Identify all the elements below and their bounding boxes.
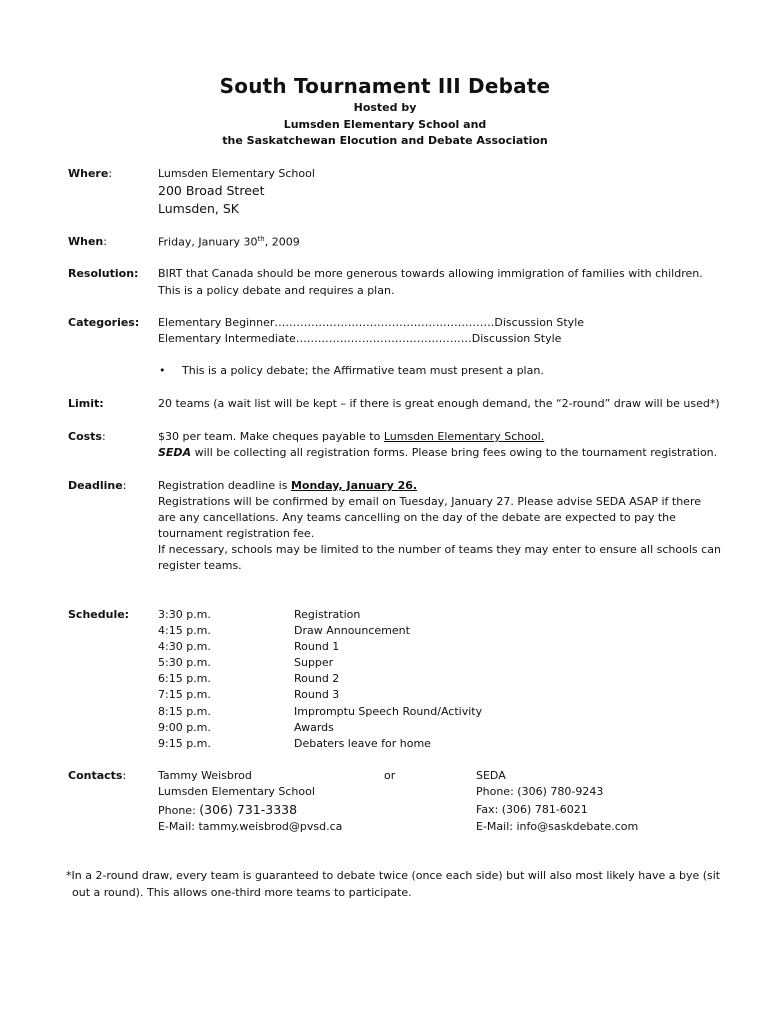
- footnote-line-2: out a round). This allows one-third more teams to participate.: [72, 886, 412, 899]
- contact-left-phone: Phone: (306) 731-3338: [158, 802, 298, 817]
- costs-line-2: SEDA will be collecting all registration forms. Please bring fees owing to the tournament registration.: [158, 446, 718, 459]
- categories-label: Categories:: [68, 316, 140, 329]
- contacts-label: Contacts:: [68, 769, 127, 782]
- schedule-event: Draw Announcement: [294, 624, 410, 637]
- deadline-line-4: tournament registration fee.: [158, 527, 315, 540]
- schedule-time: 7:15 p.m.: [158, 688, 211, 701]
- schedule-event: Supper: [294, 656, 334, 669]
- schedule-time: 8:15 p.m.: [158, 705, 211, 718]
- deadline-label: Deadline:: [68, 479, 127, 492]
- schedule-time: 9:15 p.m.: [158, 737, 211, 750]
- deadline-date: Monday, January 26.: [290, 479, 418, 492]
- schedule-event: Impromptu Speech Round/Activity: [294, 705, 483, 718]
- contact-left-org: Lumsden Elementary School: [158, 785, 315, 798]
- schedule-time: 6:15 p.m.: [158, 672, 211, 685]
- schedule-event: Round 3: [294, 688, 340, 701]
- contact-right-email: E-Mail: info@saskdebate.com: [476, 820, 639, 833]
- payee-link: Lumsden Elementary School.: [383, 430, 545, 443]
- deadline-line-1: Registration deadline is Monday, January 26.: [158, 479, 418, 492]
- schedule-time: 4:15 p.m.: [158, 624, 211, 637]
- bullet-icon: •: [159, 364, 166, 377]
- deadline-line-2: Registrations will be confirmed by email on Tuesday, January 27. Please advise SEDA ASAP if there: [158, 495, 701, 508]
- contacts-or: or: [384, 769, 396, 782]
- resolution-line-2: This is a policy debate and requires a plan.: [158, 284, 395, 297]
- contact-right-name: SEDA: [476, 769, 506, 782]
- deadline-line-6: register teams.: [158, 559, 242, 572]
- where-line-1: Lumsden Elementary School: [158, 167, 315, 180]
- where-label: Where:: [68, 167, 113, 180]
- contact-left-email: E-Mail: tammy.weisbrod@pvsd.ca: [158, 820, 343, 833]
- schedule-time: 9:00 p.m.: [158, 721, 211, 734]
- schedule-time: 3:30 p.m.: [158, 608, 211, 621]
- schedule-time: 4:30 p.m.: [158, 640, 211, 653]
- schedule-time: 5:30 p.m.: [158, 656, 211, 669]
- host-line-1: Lumsden Elementary School and: [283, 118, 487, 131]
- schedule-event: Debaters leave for home: [294, 737, 431, 750]
- footnote-line-1: *In a 2-round draw, every team is guaranteed to debate twice (once each side) but will also most likely have a bye (sit: [66, 869, 721, 882]
- schedule-event: Round 1: [294, 640, 340, 653]
- when-date: Friday, January 30th, 2009: [158, 235, 300, 249]
- resolution-label: Resolution:: [68, 267, 139, 280]
- category-beginner: Elementary Beginner……………………………………………………Discussion Style: [158, 316, 585, 329]
- limit-label: Limit:: [68, 397, 104, 410]
- schedule-event: Awards: [294, 721, 334, 734]
- deadline-line-5: If necessary, schools may be limited to the number of teams they may enter to ensure all schools can: [158, 543, 721, 556]
- categories-bullet: This is a policy debate; the Affirmative team must present a plan.: [182, 364, 544, 377]
- costs-label: Costs:: [68, 430, 106, 443]
- schedule-event: Round 2: [294, 672, 340, 685]
- category-intermediate: Elementary Intermediate…………………………………………Discussion Style: [158, 332, 562, 345]
- document-title: South Tournament III Debate: [219, 74, 551, 98]
- host-line-2: the Saskatchewan Elocution and Debate Association: [222, 134, 548, 147]
- when-label: When:: [68, 235, 107, 248]
- resolution-line-1: BIRT that Canada should be more generous towards allowing immigration of families with children.: [158, 267, 703, 280]
- hosted-by-line: Hosted by: [353, 101, 417, 114]
- contact-left-name: Tammy Weisbrod: [158, 769, 252, 782]
- schedule-event: Registration: [294, 608, 361, 621]
- contact-right-fax: Fax: (306) 781-6021: [476, 803, 588, 816]
- where-line-2: 200 Broad Street: [158, 183, 265, 198]
- where-line-3: Lumsden, SK: [158, 201, 239, 216]
- contact-right-phone: Phone: (306) 780-9243: [476, 785, 604, 798]
- limit-text: 20 teams (a wait list will be kept – if there is great enough demand, the “2-round” draw will be used*): [158, 397, 720, 410]
- deadline-line-3: are any cancellations. Any teams cancelling on the day of the debate are expected to pay the: [158, 511, 676, 524]
- schedule-label: Schedule:: [68, 608, 130, 621]
- costs-line-1: $30 per team. Make cheques payable to Lumsden Elementary School.: [158, 430, 545, 443]
